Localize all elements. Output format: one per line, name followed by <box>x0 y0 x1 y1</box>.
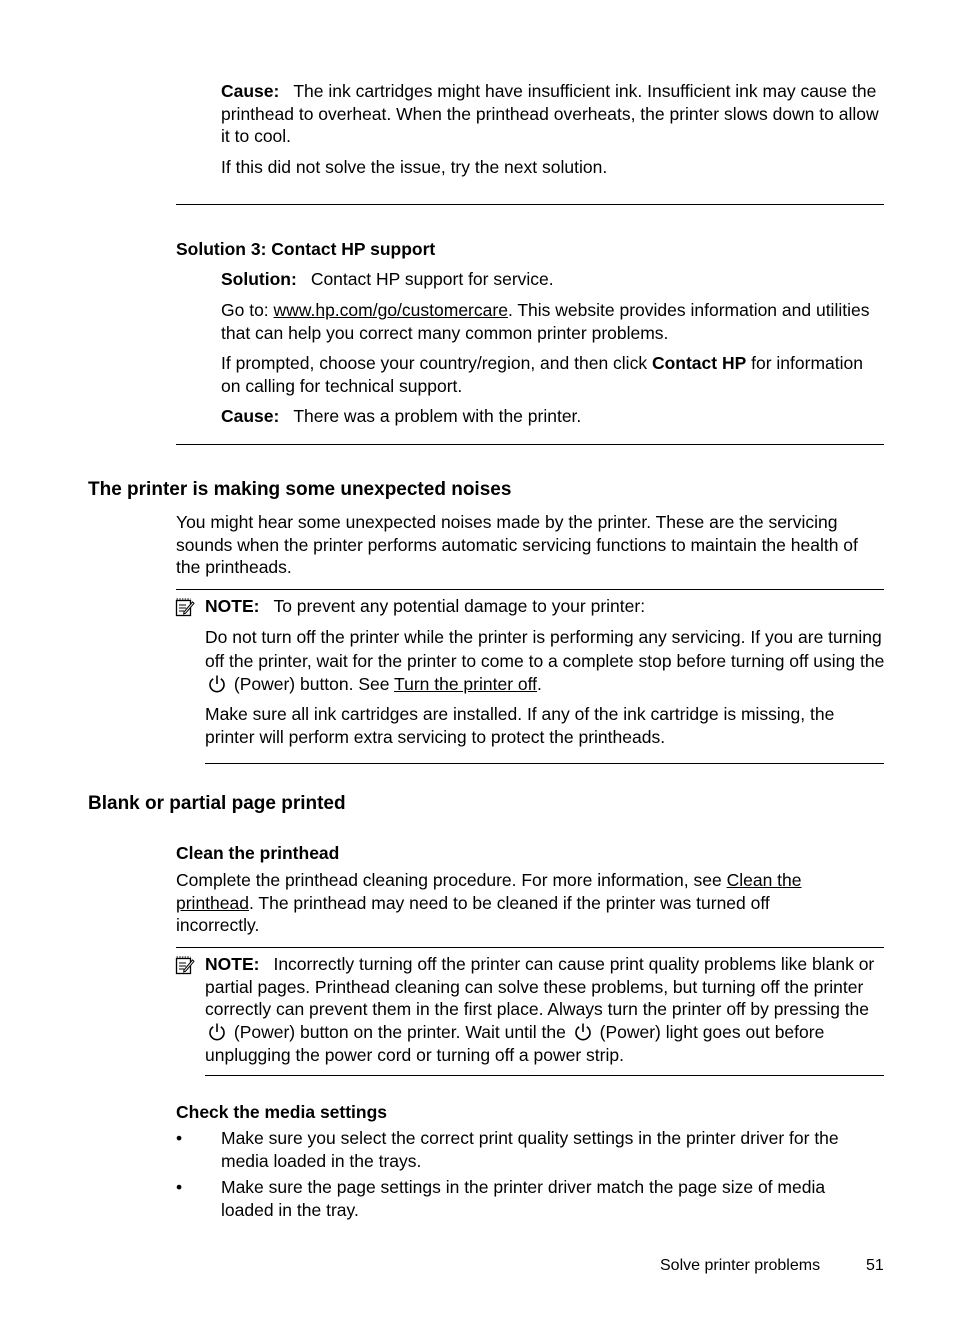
power-icon <box>207 674 227 694</box>
footer-section: Solve printer problems <box>660 1257 821 1274</box>
solution3-prompt <box>221 352 886 397</box>
page-number: 51 <box>866 1257 884 1274</box>
clean-text-a: Complete the printhead cleaning procedure. For more information, see <box>176 870 727 890</box>
blank-note <box>205 953 885 1067</box>
divider <box>176 589 884 590</box>
cause-paragraph-ink <box>221 80 886 148</box>
bullet-marker: • <box>176 1177 183 1197</box>
goto-prefix: Go to: <box>221 300 274 320</box>
divider <box>176 947 884 948</box>
turn-printer-off-link[interactable]: Turn the printer off <box>394 674 538 694</box>
prompt-suffix: for information on calling for technical support. <box>221 353 863 396</box>
clean-printhead-link[interactable]: Clean the printhead <box>176 870 802 913</box>
note-text-c: (Power) light goes out before unplugging the power cord or turning off a power strip. <box>205 1022 825 1065</box>
solution-text: Contact HP support for service. <box>310 269 554 289</box>
power-icon <box>573 1022 593 1042</box>
cause-label: Cause: <box>221 81 280 101</box>
list-item: Make sure you select the correct print quality settings in the printer driver for the media loaded in the trays. <box>221 1128 839 1171</box>
note-icon <box>175 597 195 617</box>
para1-text-b: (Power) button. See <box>229 674 395 694</box>
noises-para1 <box>205 626 885 697</box>
solution3-solution <box>221 268 886 291</box>
solution-label: Solution: <box>221 269 297 289</box>
customercare-link[interactable]: www.hp.com/go/customercare <box>273 300 508 320</box>
note-label: NOTE: <box>205 954 260 974</box>
contact-hp-bold: Contact HP <box>651 353 747 373</box>
noises-note <box>205 595 885 618</box>
divider <box>176 444 884 445</box>
divider <box>205 763 884 764</box>
noises-para2: Make sure all ink cartridges are installed. If any of the ink cartridge is missing, the printer will perform extra servicing to protect the printheads. <box>205 704 835 747</box>
list-item: Make sure the page settings in the printer driver match the page size of media loaded in the tray. <box>221 1177 826 1220</box>
blank-heading: Blank or partial page printed <box>88 793 346 814</box>
solution3-goto <box>221 299 886 344</box>
clean-heading: Clean the printhead <box>176 843 340 863</box>
para1-text-c: . <box>537 674 542 694</box>
solution3-cause <box>221 405 886 428</box>
clean-paragraph <box>176 869 848 937</box>
solution3-heading: Solution 3: Contact HP support <box>176 239 436 259</box>
clean-text-b: . The printhead may need to be cleaned if the printer was turned off incorrectly. <box>176 892 770 935</box>
noises-heading: The printer is making some unexpected noises <box>88 479 512 500</box>
note-label: NOTE: <box>205 596 260 616</box>
note-icon <box>175 955 195 975</box>
power-icon <box>207 1022 227 1042</box>
noises-intro: You might hear some unexpected noises made by the printer. These are the servicing sounds when the printer performs automatic servicing functions to maintain the health of the printheads. <box>176 512 858 577</box>
prompt-prefix: If prompted, choose your country/region, and then click <box>221 353 652 373</box>
cause-label: Cause: <box>221 406 280 426</box>
goto-suffix: . This website provides information and utilities that can help you correct many common printer problems. <box>221 300 870 343</box>
para1-text-a: Do not turn off the printer while the printer is performing any servicing. If you are turning off the printer, wait for the printer to come to a complete stop before turning off using the <box>205 627 885 671</box>
cause-text: There was a problem with the printer. <box>293 406 582 426</box>
note-text-b: (Power) button on the printer. Wait until the <box>229 1022 571 1043</box>
note-text: To prevent any potential damage to your printer: <box>273 596 646 616</box>
divider <box>205 1075 884 1076</box>
cause-text: The ink cartridges might have insufficient ink. Insufficient ink may cause the printhead to overheat. When the printhead overheats, the printer slows down to allow it to cool. <box>221 81 879 146</box>
next-solution-text: If this did not solve the issue, try the next solution. <box>221 157 608 177</box>
media-heading: Check the media settings <box>176 1102 388 1122</box>
note-text-a: Incorrectly turning off the printer can cause print quality problems like blank or partial pages. Printhead cleaning can solve these problems, but turning off the printer correctly can prevent them in the first place. Always turn the printer off by pressing the <box>205 954 875 1020</box>
bullet-marker: • <box>176 1128 183 1148</box>
divider <box>176 204 884 205</box>
